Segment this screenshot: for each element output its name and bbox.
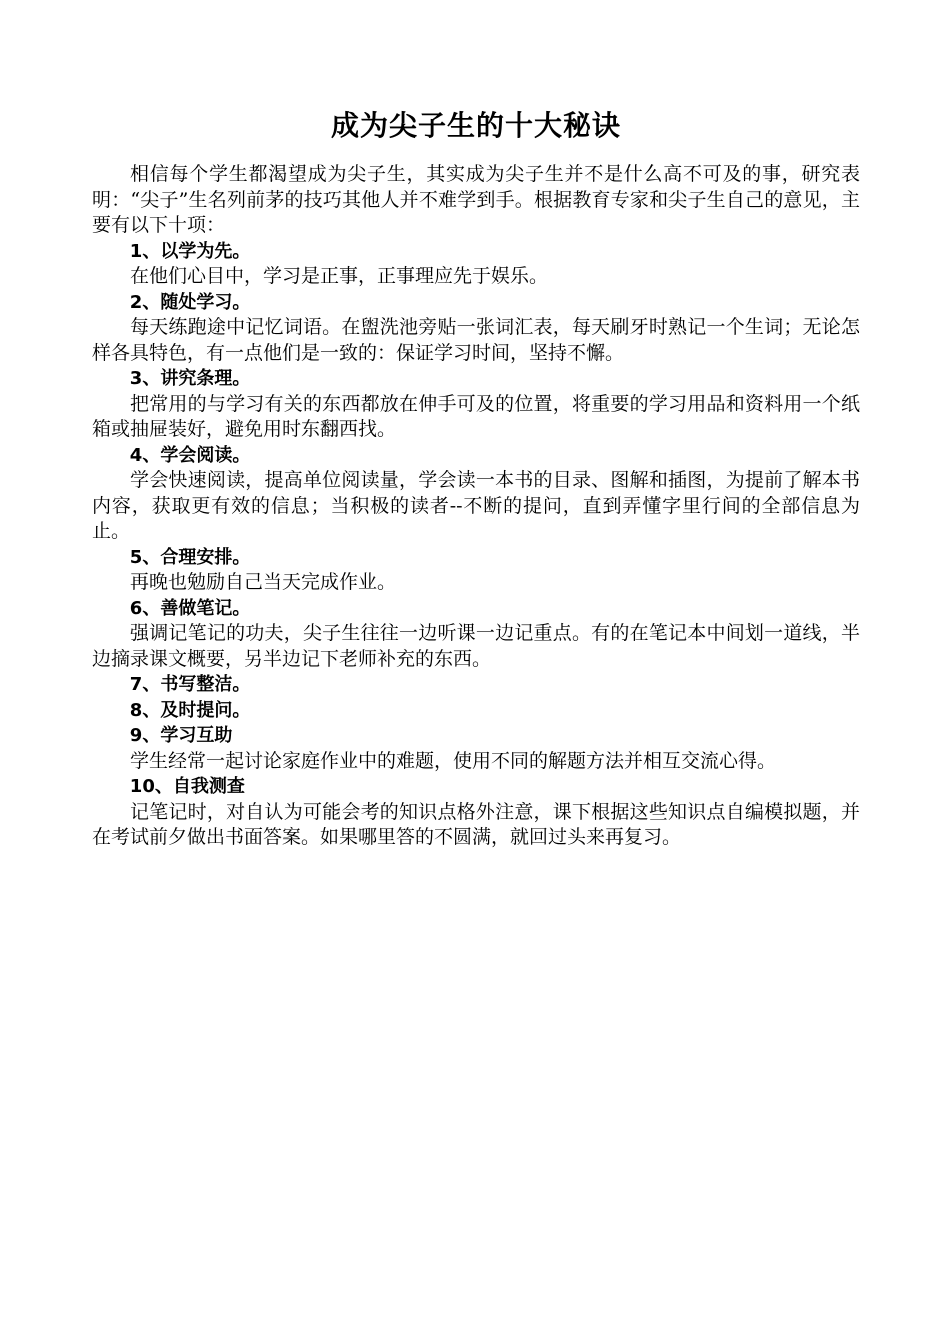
section-text: 强调记笔记的功夫，尖子生往往一边听课一边记重点。有的在笔记本中间划一道线，半边摘录课文概要，另半边记下老师补充的东西。	[92, 622, 860, 670]
section-heading: 8、及时提问。	[129, 699, 251, 721]
section-text: 记笔记时，对自认为可能会考的知识点格外注意，课下根据这些知识点自编模拟题，并在考试前夕做出书面答案。如果哪里答的不圆满，就回过头来再复习。	[92, 800, 860, 848]
section-heading: 10、自我测查	[129, 776, 245, 797]
intro-paragraph: 相信每个学生都渴望成为尖子生，其实成为尖子生并不是什么高不可及的事，研究表明：“尖子”生名列前茅的技巧其他人并不难学到手。根据教育专家和尖子生自己的意见，主要有以下十项：	[92, 163, 860, 236]
section-text: 把常用的与学习有关的东西都放在伸手可及的位置，将重要的学习用品和资料用一个纸箱或抽屉装好，避免用时东翻西找。	[92, 392, 860, 440]
section-text: 学会快速阅读，提高单位阅读量，学会读一本书的目录、图解和插图，为提前了解本书内容，获取更有效的信息；当积极的读者--不断的提问，直到弄懂字里行间的全部信息为止。	[92, 469, 860, 542]
section-heading: 7、书写整洁。	[129, 674, 251, 695]
section-text: 学生经常一起讨论家庭作业中的难题，使用不同的解题方法并相互交流心得。	[130, 749, 777, 772]
section-heading: 5、合理安排。	[129, 546, 251, 568]
section-heading: 4、学会阅读。	[129, 444, 251, 466]
section-heading: 9、学习互助	[129, 725, 233, 746]
section-heading: 1、以学为先。	[129, 240, 251, 262]
section-heading: 2、随处学习。	[129, 291, 251, 313]
section-heading: 3、讲究条理。	[129, 368, 251, 389]
sections-list	[92, 239, 860, 851]
section-text: 再晚也勉励自己当天完成作业。	[130, 571, 397, 593]
document-page	[92, 106, 860, 851]
document-title: 成为尖子生的十大秘诀	[330, 109, 621, 142]
section-text: 在他们心目中，学习是正事，正事理应先于娱乐。	[130, 265, 549, 287]
section-heading: 6、善做笔记。	[129, 597, 251, 619]
section-text: 每天练跑途中记忆词语。在盥洗池旁贴一张词汇表，每天刷牙时熟记一个生词；无论怎样各具特色，有一点他们是一致的：保证学习时间，坚持不懈。	[92, 316, 860, 364]
